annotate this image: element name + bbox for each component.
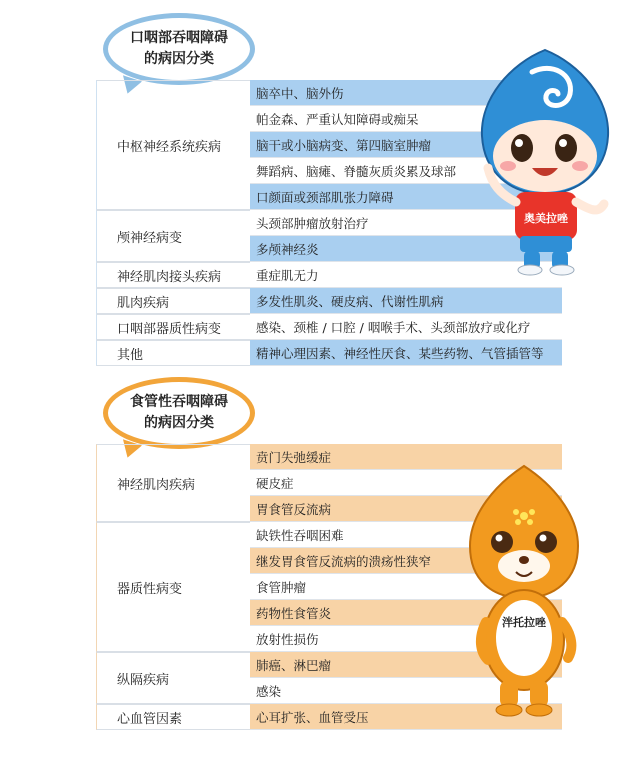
mascot2-name: 泮托拉唑 bbox=[502, 616, 546, 629]
category-label: 神经肌肉疾病 bbox=[96, 444, 250, 522]
category-label: 纵隔疾病 bbox=[96, 652, 250, 704]
cause-item: 脑干或小脑病变、第四脑室肿瘤 bbox=[250, 132, 562, 158]
cause-item: 贲门失弛缓症 bbox=[250, 444, 562, 470]
cause-item: 肺癌、淋巴瘤 bbox=[250, 652, 562, 678]
mascot-blue-drop bbox=[470, 44, 620, 276]
section1-title-bubble bbox=[103, 13, 255, 85]
cause-item: 感染、颈椎 / 口腔 / 咽喉手术、头颈部放疗或化疗 bbox=[250, 314, 562, 340]
category-label: 口咽部器质性病变 bbox=[96, 314, 250, 340]
cause-item: 继发胃食管反流病的溃疡性狭窄 bbox=[250, 548, 562, 574]
section2-title-bubble bbox=[103, 377, 255, 449]
category-label: 中枢神经系统疾病 bbox=[96, 80, 250, 210]
cause-item: 缺铁性吞咽困难 bbox=[250, 522, 562, 548]
cause-item: 放射性损伤 bbox=[250, 626, 562, 652]
category-label: 其他 bbox=[96, 340, 250, 366]
section2-title: 食管性吞咽障碍的病因分类 bbox=[130, 394, 228, 431]
cause-item: 硬皮症 bbox=[250, 470, 562, 496]
category-group bbox=[96, 314, 562, 340]
mascot-orange-drop bbox=[460, 462, 590, 724]
category-group bbox=[96, 340, 562, 366]
category-label: 器质性病变 bbox=[96, 522, 250, 652]
cause-item: 重症肌无力 bbox=[250, 262, 562, 288]
cause-item: 食管肿瘤 bbox=[250, 574, 562, 600]
section1-title: 口咽部吞咽障碍的病因分类 bbox=[130, 30, 228, 67]
category-label: 肌肉疾病 bbox=[96, 288, 250, 314]
cause-item: 舞蹈病、脑瘫、脊髓灰质炎累及球部 bbox=[250, 158, 562, 184]
mascot1-name: 奥美拉唑 bbox=[524, 212, 568, 225]
category-group bbox=[96, 288, 562, 314]
cause-item: 帕金森、严重认知障碍或痴呆 bbox=[250, 106, 562, 132]
cause-item: 精神心理因素、神经性厌食、某些药物、气管插管等 bbox=[250, 340, 562, 366]
cause-item: 多颅神经炎 bbox=[250, 236, 562, 262]
cause-item: 药物性食管炎 bbox=[250, 600, 562, 626]
category-label: 神经肌肉接头疾病 bbox=[96, 262, 250, 288]
cause-item: 多发性肌炎、硬皮病、代谢性肌病 bbox=[250, 288, 562, 314]
cause-item: 脑卒中、脑外伤 bbox=[250, 80, 562, 106]
cause-item: 心耳扩张、血管受压 bbox=[250, 704, 562, 730]
cause-item: 头颈部肿瘤放射治疗 bbox=[250, 210, 562, 236]
cause-item: 感染 bbox=[250, 678, 562, 704]
cause-item: 胃食管反流病 bbox=[250, 496, 562, 522]
cause-item: 口颜面或颈部肌张力障碍 bbox=[250, 184, 562, 210]
category-label: 颅神经病变 bbox=[96, 210, 250, 262]
category-label: 心血管因素 bbox=[96, 704, 250, 730]
